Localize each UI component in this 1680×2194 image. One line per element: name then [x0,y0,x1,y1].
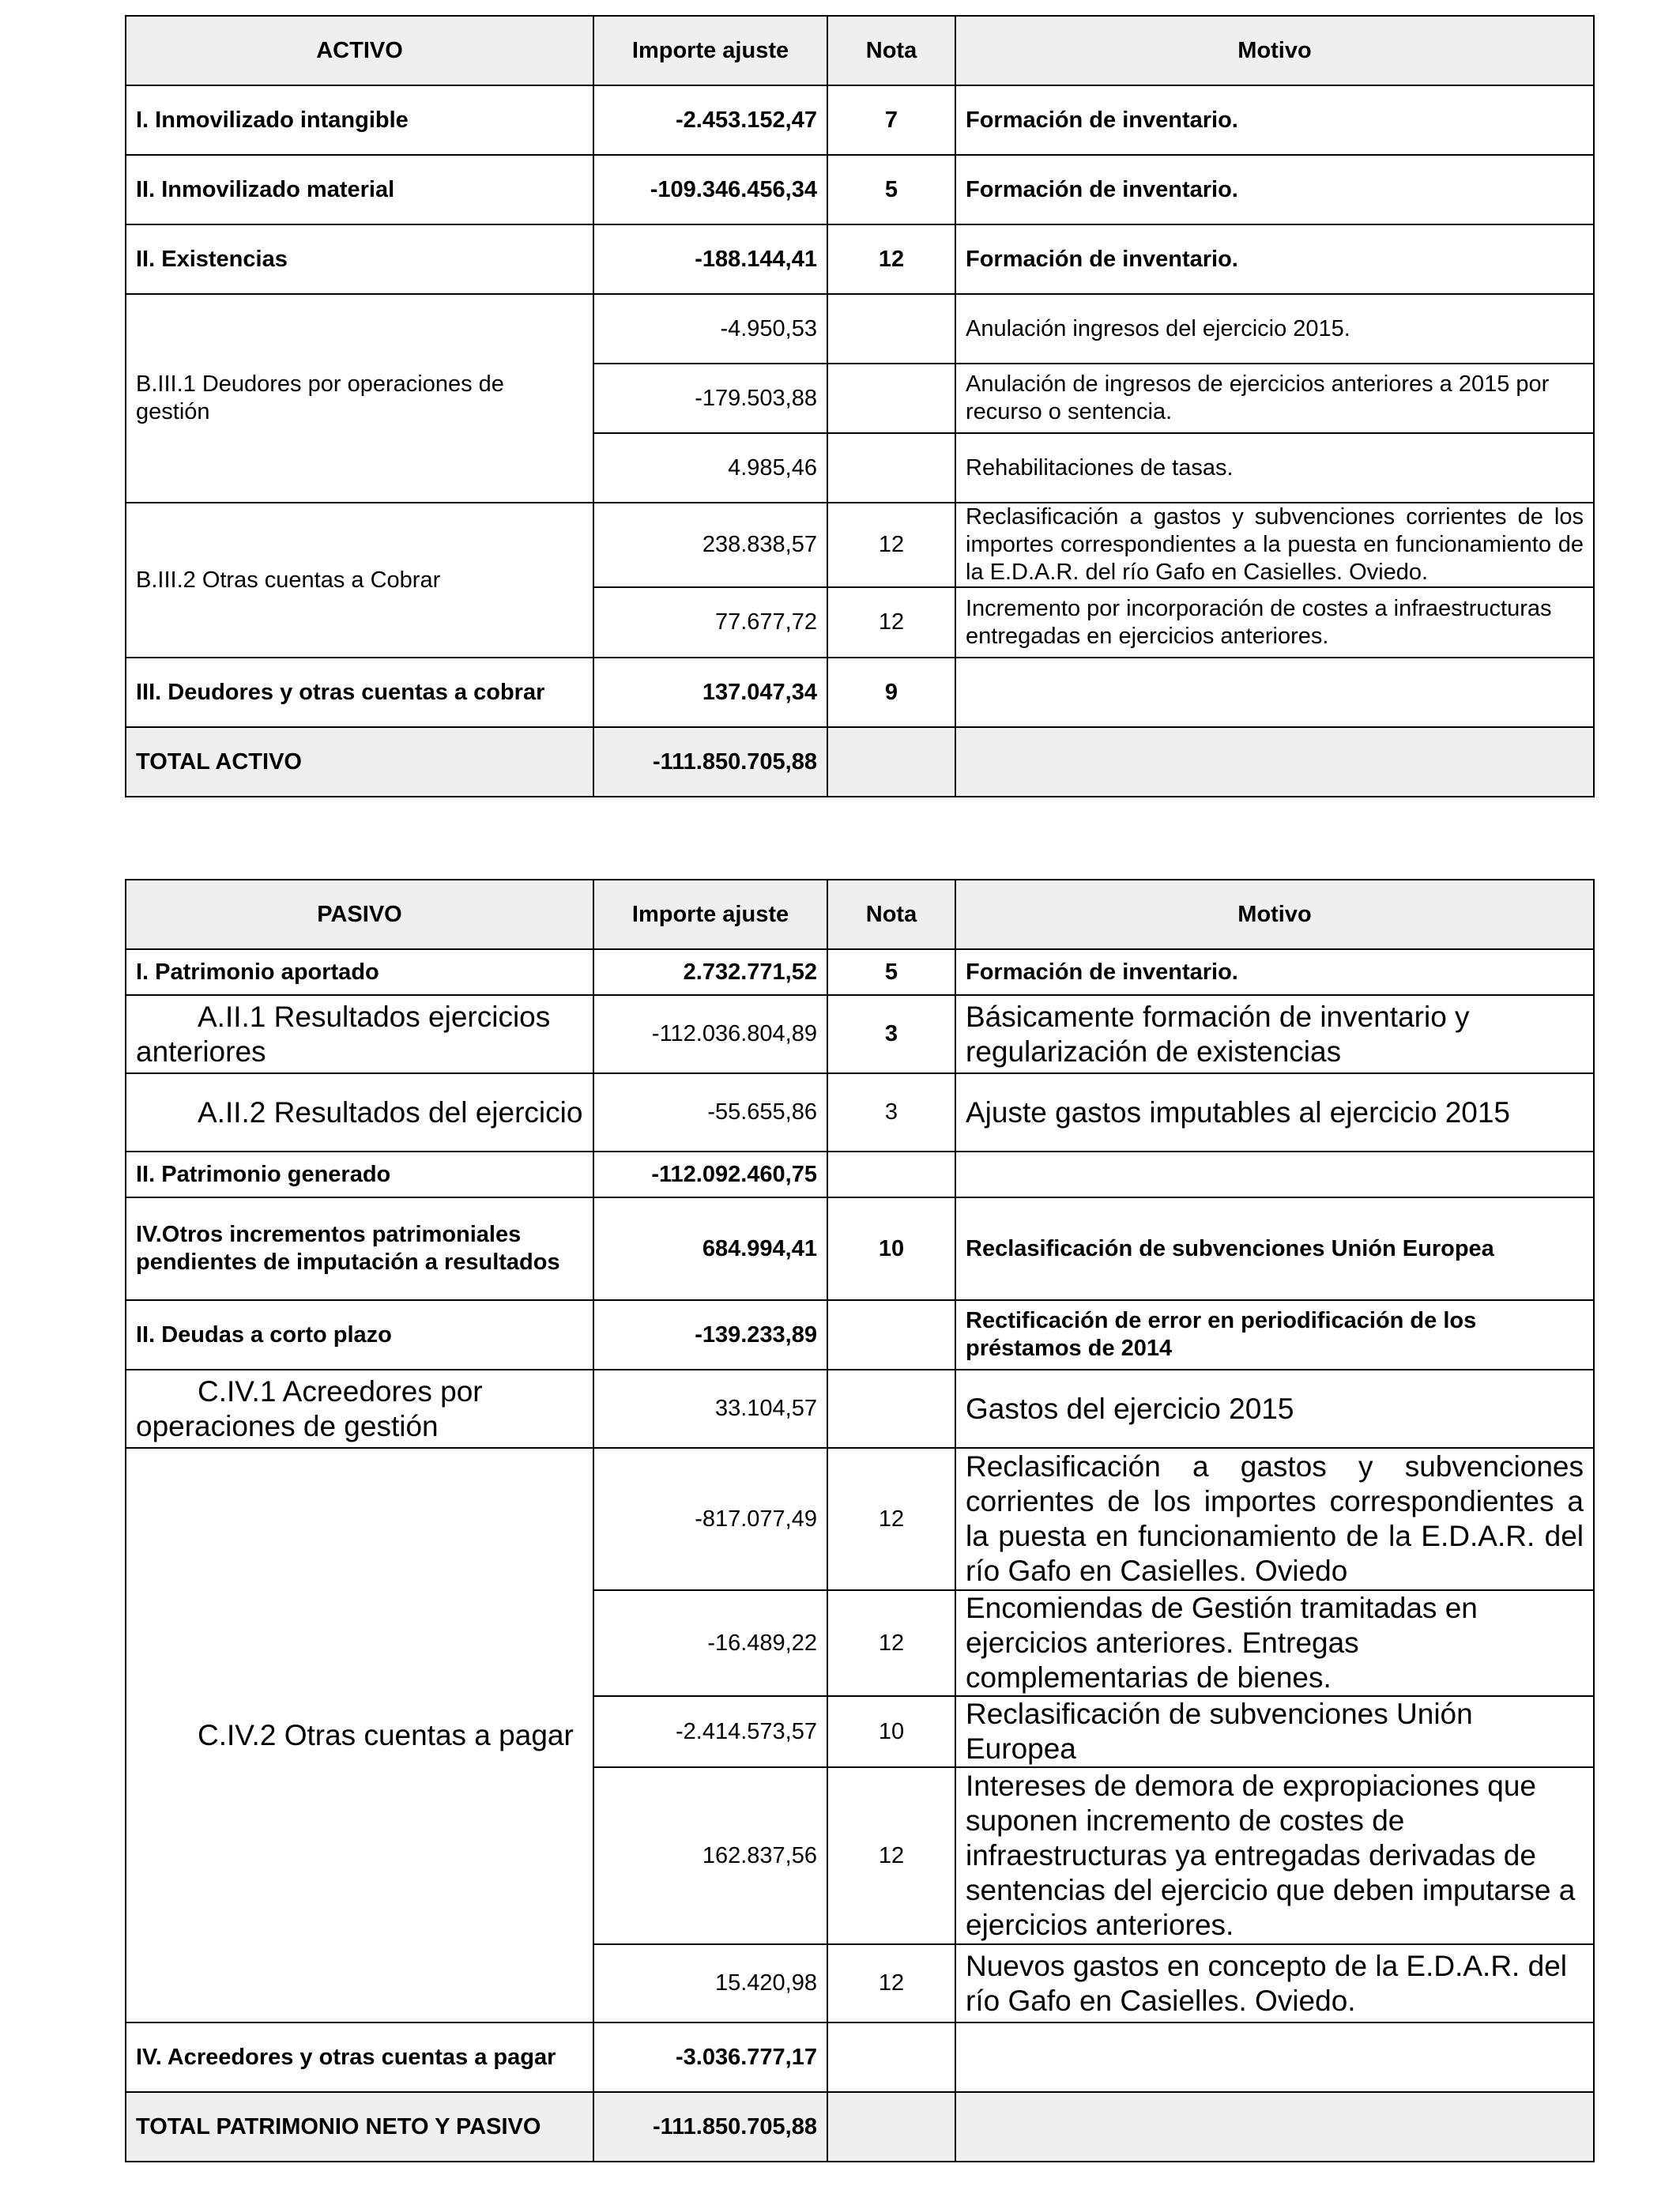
col-header-concept: ACTIVO [126,16,593,85]
row-note [827,2092,955,2162]
table-row [126,85,1594,155]
row-amount: -16.489,22 [593,1590,827,1696]
row-note: 12 [827,1944,955,2022]
row-amount: -4.950,53 [593,294,827,364]
table-row [126,1300,1594,1370]
row-note: 3 [827,995,955,1073]
row-note [827,2022,955,2092]
row-concept: II. Deudas a corto plazo [126,1300,593,1370]
row-reason: Anulación de ingresos de ejercicios anteriores a 2015 por recurso o sentencia. [955,364,1594,433]
row-reason: Formación de inventario. [955,949,1594,995]
row-reason: Encomiendas de Gestión tramitadas en ejercicios anteriores. Entregas complementarias de bienes. [955,1590,1594,1696]
row-note: 10 [827,1696,955,1767]
row-note: 12 [827,587,955,658]
row-reason [955,727,1594,797]
table-row [126,1073,1594,1152]
row-concept: C.IV.1 Acreedores por operaciones de gestión [126,1370,593,1448]
row-amount: -55.655,86 [593,1073,827,1152]
row-note: 5 [827,949,955,995]
col-header-amount: Importe ajuste [593,880,827,949]
row-reason [955,658,1594,727]
row-amount: 77.677,72 [593,587,827,658]
row-reason: Formación de inventario. [955,224,1594,294]
row-reason: Formación de inventario. [955,155,1594,224]
row-note: 7 [827,85,955,155]
otras-cobrar-concept: B.III.2 Otras cuentas a Cobrar [126,503,593,658]
col-header-reason: Motivo [955,880,1594,949]
row-amount: 33.104,57 [593,1370,827,1448]
row-reason: Ajuste gastos imputables al ejercicio 2015 [955,1073,1594,1152]
row-reason: Incremento por incorporación de costes a infraestructuras entregadas en ejercicios anteriores. [955,587,1594,658]
table-row [126,1370,1594,1448]
total-row [126,727,1594,797]
table-row [126,224,1594,294]
row-reason [955,2022,1594,2092]
row-amount: 684.994,41 [593,1197,827,1300]
row-concept: II. Existencias [126,224,593,294]
row-amount: -3.036.777,17 [593,2022,827,2092]
col-header-note: Nota [827,880,955,949]
total-label: TOTAL ACTIVO [126,727,593,797]
row-note: 12 [827,1767,955,1944]
otras-pagar-concept: C.IV.2 Otras cuentas a pagar [126,1448,593,2022]
row-reason: Nuevos gastos en concepto de la E.D.A.R. del río Gafo en Casielles. Oviedo. [955,1944,1594,2022]
row-concept: IV. Acreedores y otras cuentas a pagar [126,2022,593,2092]
table-row [126,294,1594,364]
col-header-concept: PASIVO [126,880,593,949]
table-row [126,1197,1594,1300]
row-amount: -188.144,41 [593,224,827,294]
row-note: 12 [827,503,955,587]
row-note: 9 [827,658,955,727]
row-note [827,364,955,433]
row-concept: I. Patrimonio aportado [126,949,593,995]
row-reason: Anulación ingresos del ejercicio 2015. [955,294,1594,364]
row-concept: IV.Otros incrementos patrimoniales pendientes de imputación a resultados [126,1197,593,1300]
row-reason: Reclasificación a gastos y subvenciones corrientes de los importes correspondientes a la puesta en funcionamiento de la E.D.A.R. del río Gafo en Casielles. Oviedo. [955,503,1594,587]
row-amount: -112.036.804,89 [593,995,827,1073]
row-concept: II. Inmovilizado material [126,155,593,224]
row-reason: Rectificación de error en periodificación de los préstamos de 2014 [955,1300,1594,1370]
table-row [126,2022,1594,2092]
row-reason: Gastos del ejercicio 2015 [955,1370,1594,1448]
row-amount: -179.503,88 [593,364,827,433]
table-row [126,995,1594,1073]
row-reason [955,1152,1594,1197]
col-header-amount: Importe ajuste [593,16,827,85]
row-note [827,294,955,364]
col-header-note: Nota [827,16,955,85]
deudores-gestion-concept: B.III.1 Deudores por operaciones de gestión [126,294,593,503]
row-reason: Reclasificación de subvenciones Unión Europea [955,1197,1594,1300]
pasivo-table [125,879,1595,2162]
row-reason: Rehabilitaciones de tasas. [955,433,1594,503]
row-note [827,1370,955,1448]
row-note [827,727,955,797]
total-label: TOTAL PATRIMONIO NETO Y PASIVO [126,2092,593,2162]
total-row [126,2092,1594,2162]
row-note: 12 [827,1590,955,1696]
table-row [126,155,1594,224]
row-note: 12 [827,1448,955,1590]
row-concept: II. Patrimonio generado [126,1152,593,1197]
row-amount: -139.233,89 [593,1300,827,1370]
row-amount: 137.047,34 [593,658,827,727]
row-reason: Reclasificación a gastos y subvenciones corrientes de los importes correspondientes a la puesta en funcionamiento de la E.D.A.R. del río Gafo en Casielles. Oviedo [955,1448,1594,1590]
row-amount: 2.732.771,52 [593,949,827,995]
table-row [126,1152,1594,1197]
table-row [126,503,1594,587]
row-note: 5 [827,155,955,224]
activo-header-row [126,16,1594,85]
total-amount: -111.850.705,88 [593,2092,827,2162]
activo-table [125,15,1595,797]
row-note [827,1152,955,1197]
row-concept: III. Deudores y otras cuentas a cobrar [126,658,593,727]
total-amount: -111.850.705,88 [593,727,827,797]
row-amount: -2.453.152,47 [593,85,827,155]
row-reason [955,2092,1594,2162]
row-amount: -2.414.573,57 [593,1696,827,1767]
row-note [827,433,955,503]
row-amount: 162.837,56 [593,1767,827,1944]
row-concept: A.II.1 Resultados ejercicios anteriores [126,995,593,1073]
pasivo-header-row [126,880,1594,949]
table-row [126,949,1594,995]
row-reason: Básicamente formación de inventario y regularización de existencias [955,995,1594,1073]
row-concept: A.II.2 Resultados del ejercicio [126,1073,593,1152]
row-amount: 4.985,46 [593,433,827,503]
table-row [126,1448,1594,1590]
row-amount: 238.838,57 [593,503,827,587]
table-row [126,658,1594,727]
row-note: 10 [827,1197,955,1300]
row-amount: 15.420,98 [593,1944,827,2022]
row-amount: -817.077,49 [593,1448,827,1590]
row-reason: Intereses de demora de expropiaciones que suponen incremento de costes de infraestructuras ya entregadas derivadas de sentencias del ejercicio que deben imputarse a ejercicios anteriores. [955,1767,1594,1944]
row-note: 3 [827,1073,955,1152]
col-header-reason: Motivo [955,16,1594,85]
row-reason: Formación de inventario. [955,85,1594,155]
row-note: 12 [827,224,955,294]
row-reason: Reclasificación de subvenciones Unión Europea [955,1696,1594,1767]
row-note [827,1300,955,1370]
row-concept: I. Inmovilizado intangible [126,85,593,155]
row-amount: -112.092.460,75 [593,1152,827,1197]
row-amount: -109.346.456,34 [593,155,827,224]
